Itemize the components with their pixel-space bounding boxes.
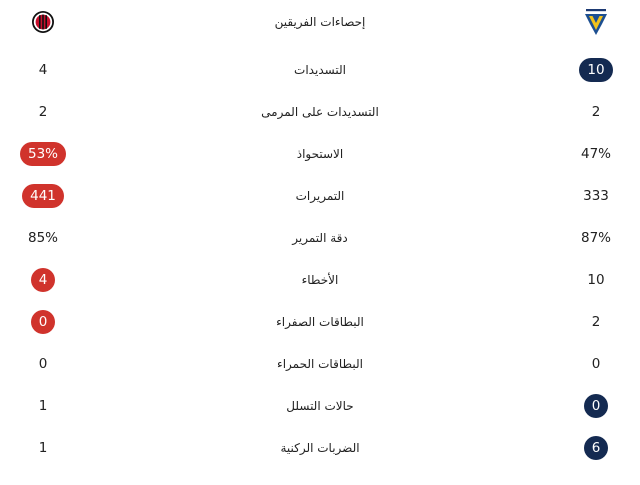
stat-label-corners: الضربات الركنية bbox=[280, 441, 360, 455]
stat-row-passes bbox=[0, 175, 640, 217]
stat-row-possession bbox=[0, 133, 640, 175]
away-shots-on-target-value: 2 bbox=[38, 104, 48, 120]
home-corners-value: 6 bbox=[584, 436, 608, 460]
home-team-logo[interactable] bbox=[555, 1, 637, 43]
away-possession-value: 53% bbox=[20, 142, 66, 166]
away-corners-value: 1 bbox=[38, 440, 48, 456]
away-pass-accuracy-value: 85% bbox=[27, 230, 58, 246]
stat-row-yellow-cards bbox=[0, 301, 640, 343]
home-shots-on-target-value: 2 bbox=[591, 104, 601, 120]
home-red-cards-value: 0 bbox=[591, 356, 601, 372]
stat-label-pass-accuracy: دقة التمرير bbox=[292, 231, 348, 245]
verona-logo-icon bbox=[583, 7, 609, 37]
ac-milan-logo-icon bbox=[31, 10, 55, 34]
away-passes-value: 441 bbox=[22, 184, 64, 208]
stat-label-red-cards: البطاقات الحمراء bbox=[277, 357, 363, 371]
away-red-cards-value: 0 bbox=[38, 356, 48, 372]
stat-row-shots-on-target bbox=[0, 91, 640, 133]
stat-label-offsides: حالات التسلل bbox=[286, 399, 354, 413]
away-offsides-value: 1 bbox=[38, 398, 48, 414]
home-pass-accuracy-value: 87% bbox=[580, 230, 611, 246]
stats-title: إحصاءات الفريقين bbox=[274, 15, 366, 29]
stats-header-row bbox=[0, 1, 640, 43]
stat-row-offsides bbox=[0, 385, 640, 427]
stat-row-pass-accuracy bbox=[0, 217, 640, 259]
away-yellow-cards-value: 0 bbox=[31, 310, 55, 334]
stat-row-corners bbox=[0, 427, 640, 469]
stat-label-yellow-cards: البطاقات الصفراء bbox=[276, 315, 364, 329]
stat-label-shots-on-target: التسديدات على المرمى bbox=[261, 105, 379, 119]
stat-row-fouls bbox=[0, 259, 640, 301]
stat-label-shots: التسديدات bbox=[294, 63, 346, 77]
away-shots-value: 4 bbox=[38, 62, 48, 78]
stat-row-shots bbox=[0, 49, 640, 91]
home-possession-value: 47% bbox=[580, 146, 611, 162]
stat-label-passes: التمريرات bbox=[295, 189, 345, 203]
away-fouls-value: 4 bbox=[31, 268, 55, 292]
home-yellow-cards-value: 2 bbox=[591, 314, 601, 330]
away-team-logo[interactable] bbox=[2, 1, 84, 43]
home-offsides-value: 0 bbox=[584, 394, 608, 418]
home-passes-value: 333 bbox=[583, 188, 609, 204]
home-fouls-value: 10 bbox=[587, 272, 605, 288]
stat-label-fouls: الأخطاء bbox=[301, 273, 339, 287]
home-shots-value: 10 bbox=[579, 58, 612, 82]
stat-row-red-cards bbox=[0, 343, 640, 385]
stat-label-possession: الاستحواذ bbox=[296, 147, 344, 161]
